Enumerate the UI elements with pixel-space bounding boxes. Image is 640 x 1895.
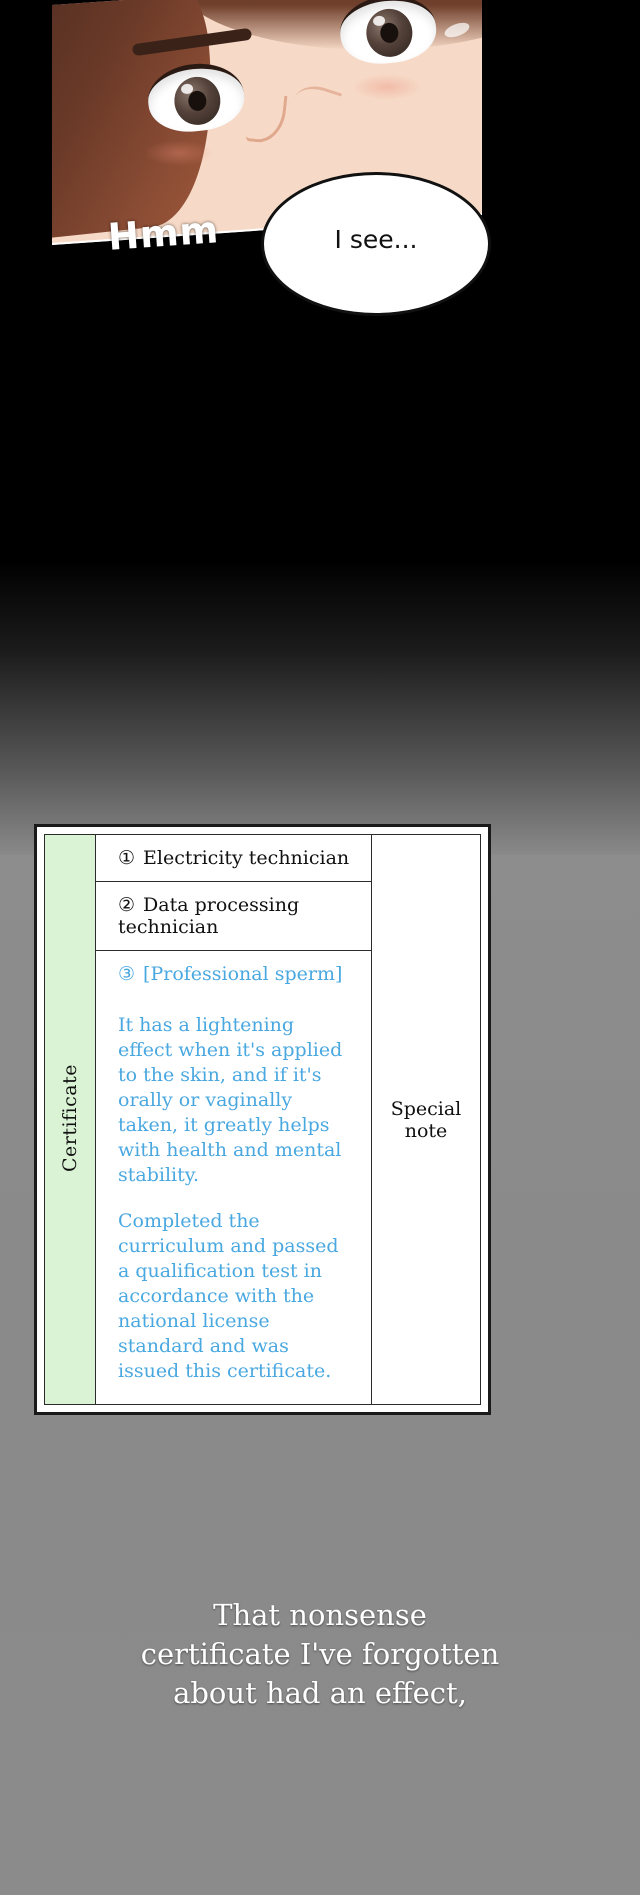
dialogue-hmm: Hmm <box>106 208 221 259</box>
description-paragraph-2: Completed the curriculum and passed a qualification test in accordance with the national license standard and was issued this certificate. <box>118 1209 339 1383</box>
narration-line-3: about had an effect, <box>173 1676 467 1711</box>
item-number: ① <box>118 847 136 869</box>
certificate-label: Certificate <box>59 1063 81 1172</box>
eye-right <box>337 0 439 68</box>
certificate-table <box>44 834 481 1405</box>
narration-line-1: That nonsense <box>213 1598 427 1632</box>
certificate-label-cell <box>45 835 96 1405</box>
special-note-cell: Special note <box>372 835 481 1405</box>
pupil-left <box>187 90 207 112</box>
item-label: Electricity technician <box>143 847 350 869</box>
certificate-document <box>34 824 491 1415</box>
item-label: [Professional sperm] <box>143 963 343 985</box>
blush-right <box>352 74 422 100</box>
item-number: ③ <box>118 963 136 985</box>
speech-bubble <box>261 172 491 316</box>
blush-left <box>144 140 214 166</box>
panel-face <box>0 0 640 560</box>
nose <box>246 92 288 145</box>
item-label: Data processing technician <box>118 894 300 938</box>
background-gradient <box>0 560 640 860</box>
narration-text <box>0 1596 640 1713</box>
cheek-line <box>290 80 342 125</box>
item-number: ② <box>118 894 136 916</box>
certificate-body-cell <box>96 835 372 1405</box>
list-item <box>96 835 371 882</box>
certificate-description <box>96 997 371 1404</box>
narration-line-2: certificate I've forgotten <box>140 1637 500 1672</box>
list-item <box>96 882 371 951</box>
iris-right <box>364 7 415 60</box>
description-paragraph-1: It has a lightening effect when it's applied to the skin, and if it's orally or vaginally taken, it greatly helps with health and mental stability. <box>118 1014 343 1187</box>
speech-bubble-text: I see... <box>334 225 418 254</box>
iris-left <box>172 75 223 128</box>
list-item <box>96 951 371 997</box>
pupil-right <box>379 22 399 44</box>
table-row <box>45 835 481 1405</box>
